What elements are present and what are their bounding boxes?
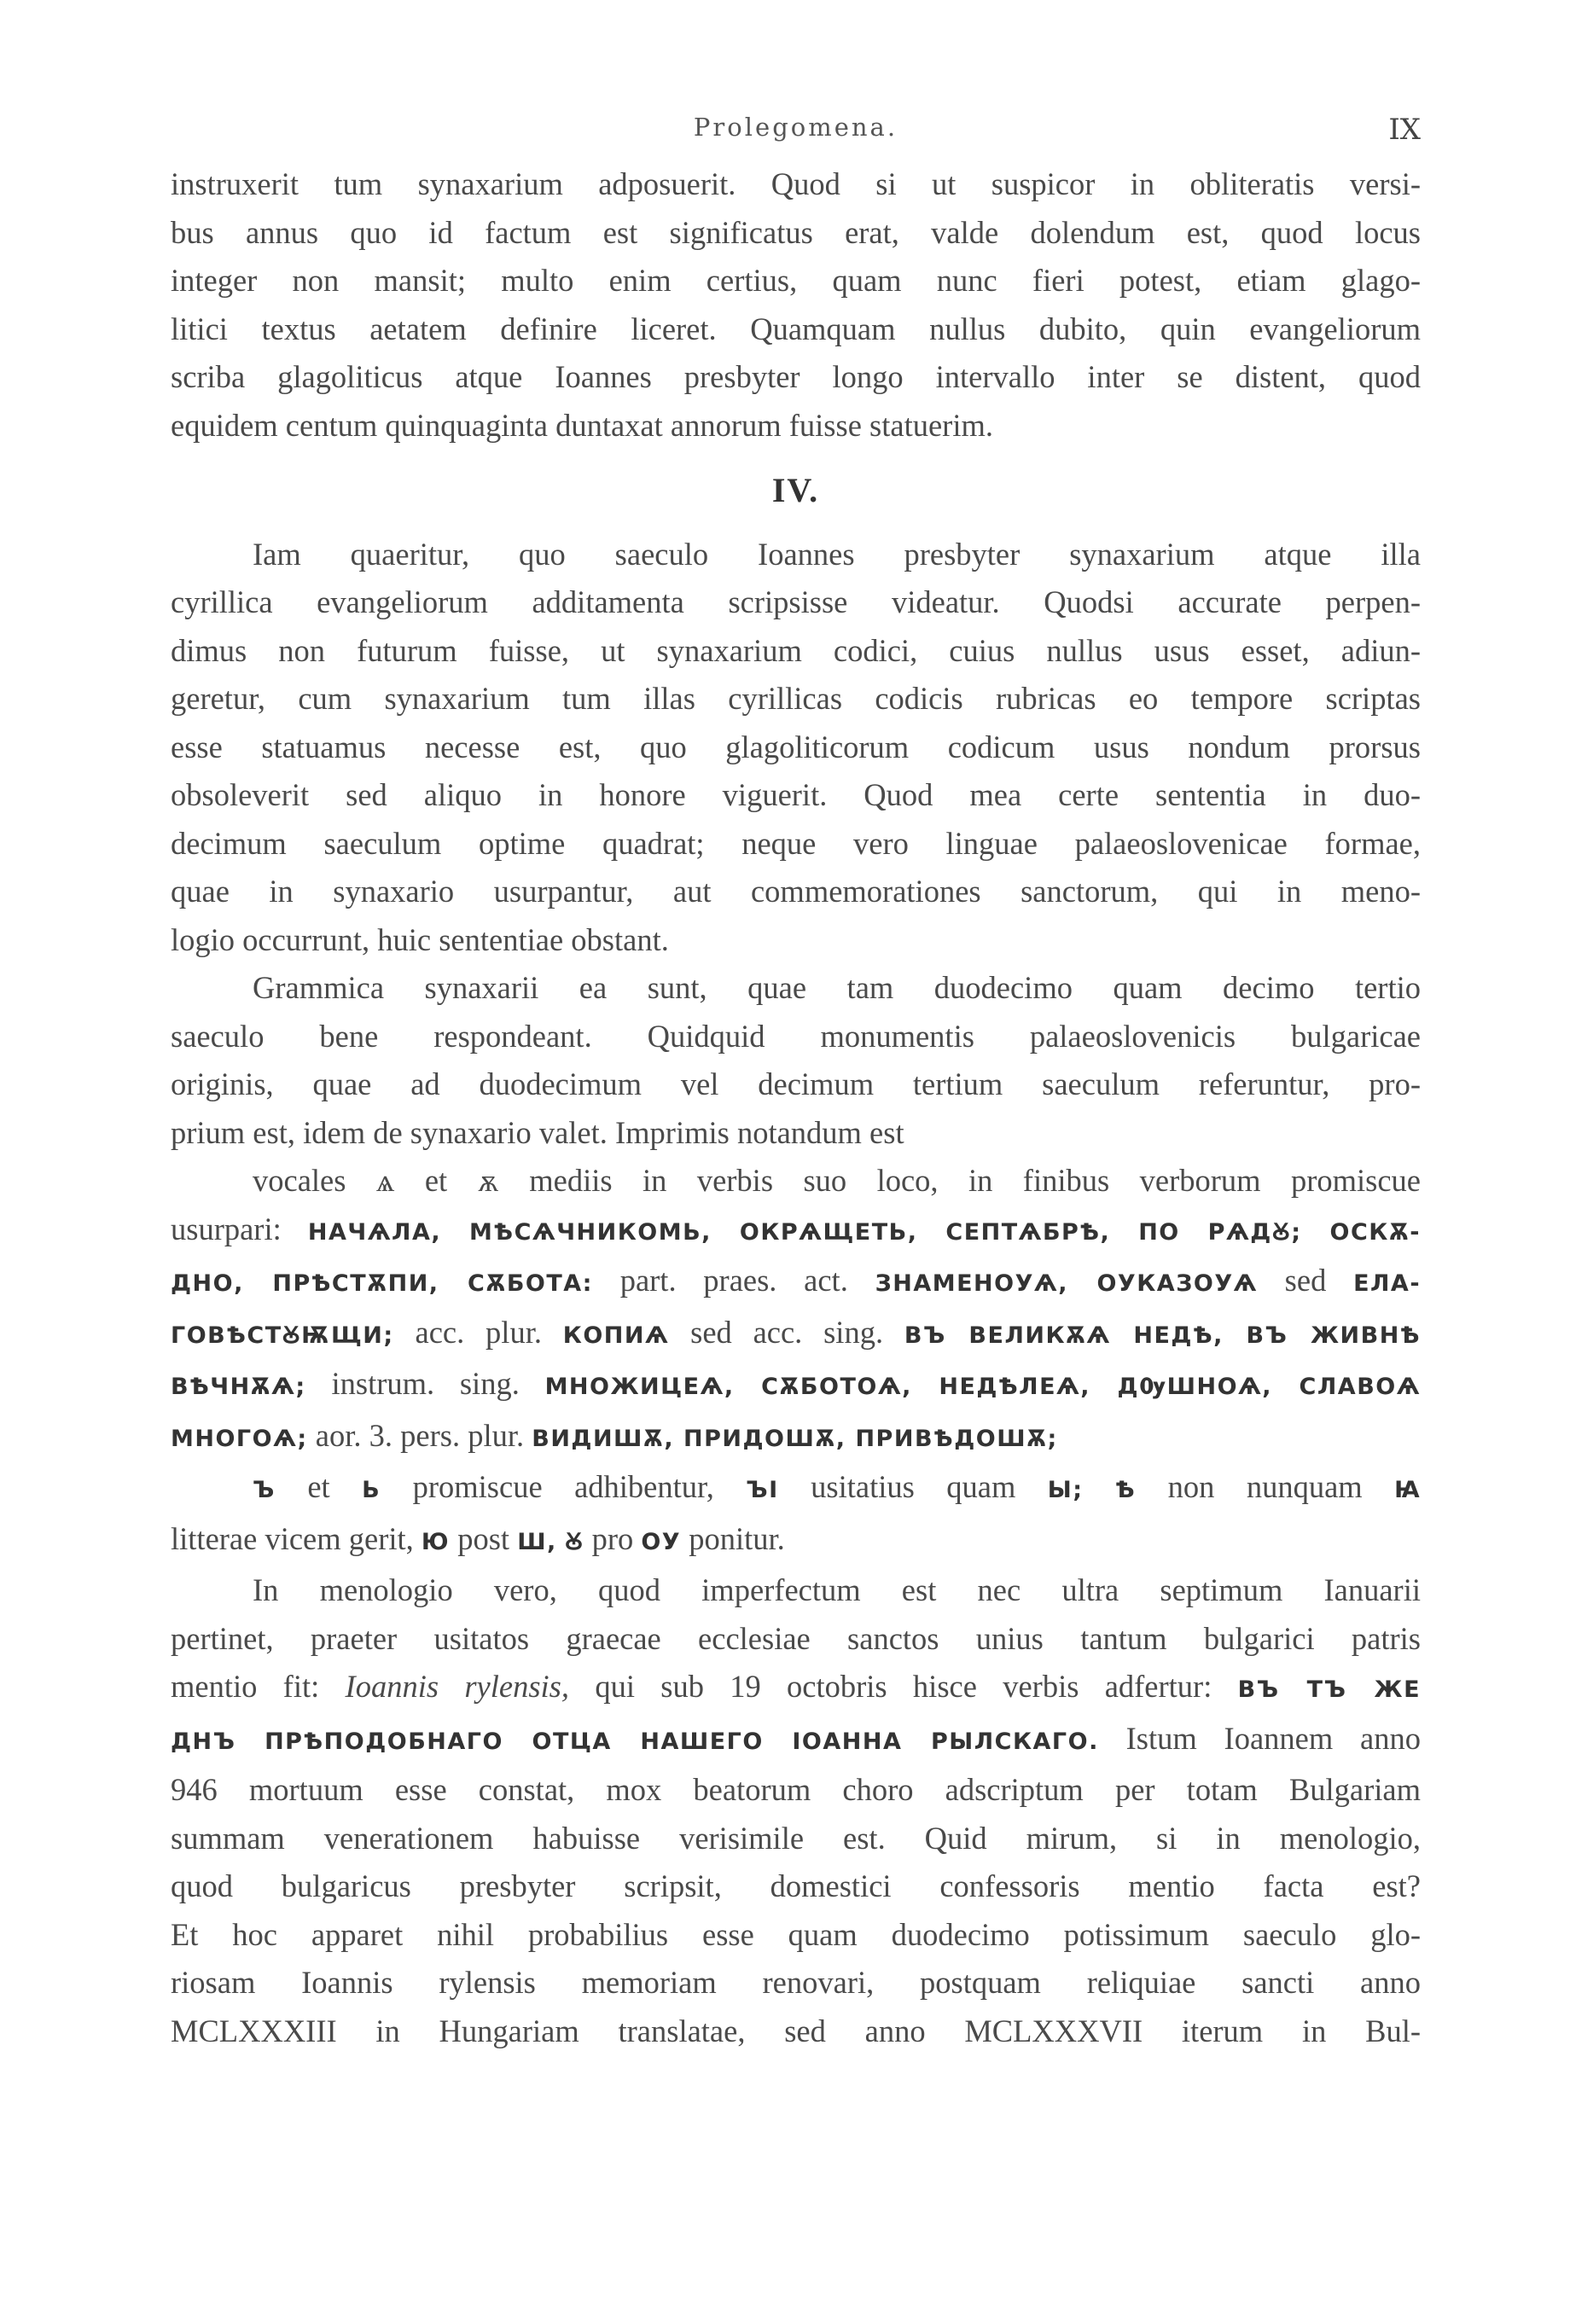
text-line: dimus non futurum fuisse, ut synaxarium codici, cuius nullus usus esset, adiun- (171, 632, 1421, 668)
text-fragment: ponitur. (689, 1520, 785, 1556)
cyrillic-text: Ꙗ (1394, 1477, 1422, 1503)
text-line: In menologio vero, quod imperfectum est nec ultra septimum Ianuarii (253, 1572, 1421, 1607)
cyrillic-text: Ю (421, 1528, 451, 1555)
cyrillic-text: ГОВѢСТꙊѬЩИ; (171, 1322, 394, 1349)
cyrillic-text: МНОГОѦ; (171, 1425, 308, 1452)
text-line: litici textus aetatem definire liceret. Quamquam nullus dubito, quin evangeliorum (171, 311, 1421, 346)
text-fragment: non nunquam (1167, 1469, 1363, 1504)
running-title: Prolegomena. (693, 113, 898, 142)
text-line: esse statuamus necesse est, quo glagoliticorum codicum usus nondum prorsus (171, 729, 1421, 764)
text-line (171, 1412, 1421, 1464)
text-line: saeculo bene respondeant. Quidquid monumentis palaeoslovenicis bulgaricae (171, 1018, 1421, 1054)
cyrillic-text: ЪІ (746, 1477, 779, 1503)
cyrillic-text: ВЪ ВЕЛИКѪѦ НЕДѢ, ВЪ ЖИВНѢ (904, 1322, 1422, 1349)
text-fragment: part. praes. act. (619, 1263, 848, 1298)
text-fragment: sed (1284, 1263, 1327, 1298)
text-line: pertinet, praeter usitatos graecae ecclesiae sanctos unius tantum bulgarici patris (171, 1620, 1421, 1656)
cyrillic-text: НАЧѦЛА, МѢСѦЧНИКОМЬ, ОКРѦЩЕТЬ, СЕПТѦБРѢ, ПО РѦДꙊ; ОСКѪ- (307, 1218, 1422, 1246)
text-fragment: aor. 3. pers. plur. (315, 1417, 525, 1453)
text-line: bus annus quo id factum est significatus erat, valde dolendum est, quod locus (171, 214, 1421, 250)
body-text (171, 160, 1421, 2055)
text-line (171, 1663, 1421, 1715)
section-heading: IV. (771, 471, 820, 509)
text-line: instruxerit tum synaxarium adposuerit. Quod si ut suspicor in obliteratis versi- (171, 166, 1421, 201)
cyrillic-text: КОПИѦ (562, 1322, 670, 1349)
text-line (171, 1515, 1421, 1567)
text-line (171, 1463, 1421, 1515)
text-fragment: instrum. sing. (331, 1366, 520, 1401)
text-fragment: qui sub 19 octobris hisce verbis adfertur: (595, 1669, 1212, 1704)
text-line: quae in synaxario usurpantur, aut commemorationes sanctorum, qui in meno- (171, 874, 1421, 909)
text-line: decimum saeculum optime quadrat; neque vero linguae palaeoslovenicae formae, (171, 825, 1421, 861)
text-line: summam venerationem habuisse verisimile est. Quid mirum, si in menologio, (171, 1820, 1421, 1856)
text-fragment: usitatius quam (811, 1469, 1016, 1504)
text-fragment: acc. plur. (415, 1314, 542, 1350)
text-line: vocales ѧ et ѫ mediis in verbis suo loco, in finibus verborum promiscue (253, 1163, 1421, 1198)
text-fragment: Istum Ioannem anno (1125, 1720, 1421, 1756)
text-line: riosam Ioannis rylensis memoriam renovari, postquam reliquiae sancti anno (171, 1965, 1421, 2000)
text-fragment: sed acc. sing. (690, 1314, 884, 1350)
text-line: cyrillica evangeliorum additamenta scripsisse videatur. Quodsi accurate perpen- (171, 584, 1421, 619)
cyrillic-text: ДНЪ ПРѢПОДОБНАГО ОТЦА НАШЕГО ІОАННА РЫЛСКАГО. (171, 1728, 1099, 1755)
text-line (171, 1360, 1421, 1412)
text-fragment: post (457, 1520, 510, 1556)
text-line (171, 1715, 1421, 1767)
text-fragment: litterae vicem gerit, (171, 1520, 414, 1556)
text-line: Iam quaeritur, quo saeculo Ioannes presbyter synaxarium atque illa (253, 536, 1421, 572)
cyrillic-text: Ы; (1047, 1477, 1084, 1503)
text-line: MCLXXXIII in Hungariam translatae, sed anno MCLXXXVII iterum in Bul- (171, 2013, 1421, 2048)
text-fragment: promiscue adhibentur, (412, 1469, 714, 1504)
cyrillic-text: Ѣ (1115, 1477, 1137, 1503)
cyrillic-text: ВѢЧНѪѦ; (171, 1374, 306, 1400)
cyrillic-text: Ш, (517, 1528, 557, 1555)
cyrillic-text: Ꙋ (564, 1528, 584, 1555)
cyrillic-text: Ъ (253, 1477, 276, 1503)
text-line: obsoleverit sed aliquo in honore viguerit. Quod mea certe sententia in duo- (171, 777, 1421, 812)
text-line (171, 1309, 1421, 1361)
text-line: prium est, idem de synaxario valet. Imprimis notandum est (171, 1114, 904, 1150)
text-fragment: pro (591, 1520, 634, 1556)
cyrillic-text: Ь (362, 1477, 381, 1503)
text-line: scriba glagoliticus atque Ioannes presbyter longo intervallo inter se distent, quod (171, 359, 1421, 394)
text-line: originis, quae ad duodecimum vel decimum tertium saeculum referuntur, pro- (171, 1066, 1421, 1101)
cyrillic-text: ВИДИШѪ, ПРИДОШѪ, ПРИВѢДОШѪ; (532, 1425, 1058, 1452)
text-line: geretur, cum synaxarium tum illas cyrillicas codicis rubricas eo tempore scriptas (171, 681, 1421, 716)
text-fragment: et (307, 1469, 330, 1504)
text-line: 946 mortuum esse constat, mox beatorum choro adscriptum per totam Bulgariam (171, 1772, 1421, 1807)
page-number: IX (1388, 113, 1421, 147)
text-fragment: usurpari: (171, 1211, 282, 1246)
text-line (171, 1206, 1421, 1258)
text-line: quod bulgaricus presbyter scripsit, domestici confessoris mentio facta est? (171, 1868, 1421, 1903)
text-line: integer non mansit; multo enim certius, quam nunc fieri potest, etiam glago- (171, 263, 1421, 298)
cyrillic-text: ЗНАМЕНОУѦ, ОУКАЗОУѦ (875, 1270, 1258, 1297)
cyrillic-text: ОУ (641, 1528, 682, 1555)
text-line: equidem centum quinquaginta duntaxat annorum fuisse statuerim. (171, 407, 993, 443)
cyrillic-text: ДНО, ПРѢСТѪПИ, СѪБОТА: (171, 1270, 593, 1297)
cyrillic-text: МНОЖИЦЕѦ, СѪБОТОѦ, НЕДѢЛЕѦ, ДѸШНОѦ, СЛАВОѦ (544, 1374, 1422, 1400)
text-line: logio occurrunt, huic sententiae obstant. (171, 921, 669, 957)
text-line (171, 1257, 1421, 1309)
text-fragment: mentio fit: (171, 1669, 320, 1704)
italic-name: Ioannis rylensis, (345, 1669, 570, 1704)
running-head (171, 113, 1421, 147)
cyrillic-text: ВЪ ТЪ ЖЕ (1237, 1676, 1422, 1703)
cyrillic-text: ЕЛА- (1353, 1270, 1422, 1297)
text-line: Et hoc apparet nihil probabilius esse quam duodecimo potissimum saeculo glo- (171, 1916, 1421, 1952)
text-line: Grammica synaxarii ea sunt, quae tam duodecimo quam decimo tertio (253, 970, 1421, 1005)
